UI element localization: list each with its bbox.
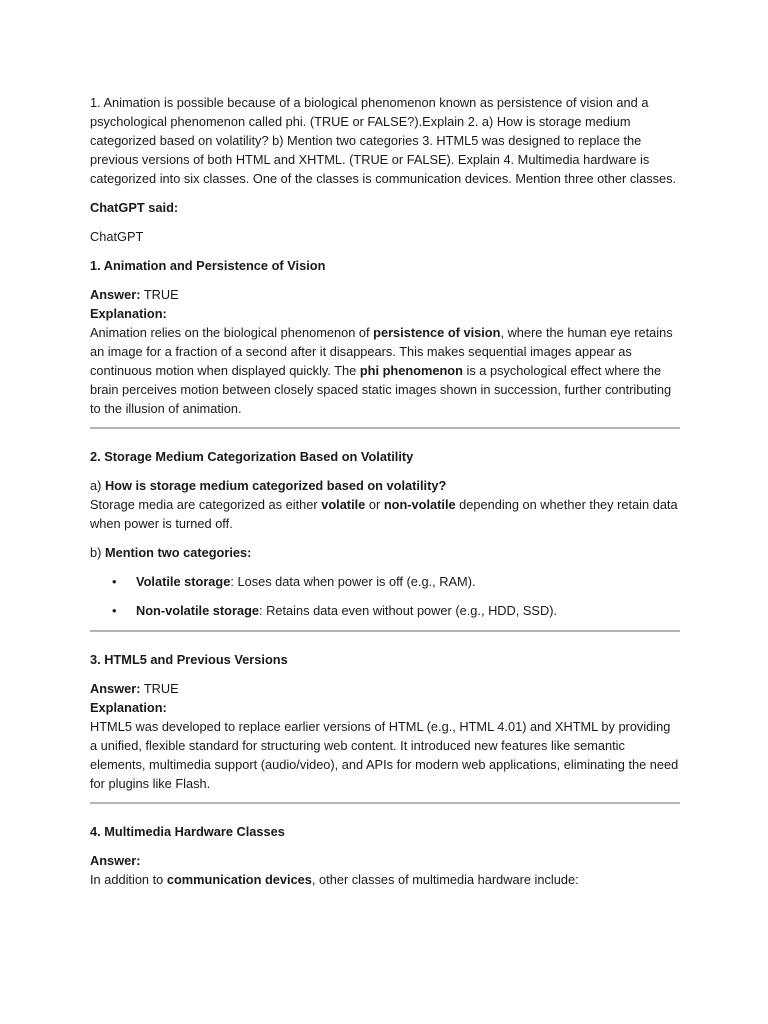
s1-text-3: is a psychological effect where the brain perceives motion between closely spaced static images shown in succession, further contributing to the illusion of animation. [90,363,672,416]
s2-a-bold: How is storage medium categorized based on volatility? [104,478,447,493]
section-3-answer [90,679,680,698]
section-1-answer [90,285,680,304]
s4-text-1: In addition to [90,872,167,887]
section-3-answer-label: Answer: [90,681,141,696]
s4-bold-1: communication devices [166,872,312,887]
s1-bold-1: persistence of vision [373,325,501,340]
question-text: 1. Animation is possible because of a biological phenomenon known as persistence of vision and a psychological phenomenon called phi. (TRUE or FALSE?).Explain 2. a) How is storage medium categorized based on volatility? b) Mention two categories 3. HTML5 was designed to replace the previous versions of both HTML and XHTML. (TRUE or FALSE). Explain 4. Multimedia hardware is categorized into six classes. One of the classes is communication devices. Mention three other classes. [90,95,677,186]
section-divider [90,802,680,804]
storage-categories-list [90,572,680,620]
section-2-part-a-question [90,476,680,495]
section-1-explanation [90,323,680,418]
section-3-explanation-label-text: Explanation: [90,700,167,715]
section-4-answer-label: Answer: [90,853,141,868]
section-1-heading-text: 1. Animation and Persistence of Vision [90,258,326,273]
list-item-desc: : Retains data even without power (e.g., HDD, SSD). [259,603,558,618]
bullet-icon: • [112,574,117,589]
section-4-answer [90,851,680,870]
s2-b-prefix: b) [90,545,105,560]
s1-text-1: Animation relies on the biological phenomenon of [90,325,374,340]
section-4-text [90,870,680,889]
list-item-term: Volatile storage [136,574,231,589]
s1-bold-2: phi phenomenon [359,363,463,378]
section-3-heading-text: 3. HTML5 and Previous Versions [90,652,288,667]
section-2-heading [90,447,680,466]
section-4-heading-text: 4. Multimedia Hardware Classes [90,824,285,839]
section-1-answer-label: Answer: [90,287,141,302]
section-3-explanation: HTML5 was developed to replace earlier versions of HTML (e.g., HTML 4.01) and XHTML by providing a unified, flexible standard for structuring web content. It introduced new features like semantic elements, multimedia support (audio/video), and APIs for modern web applications, eliminating the need for plugins like Flash. [90,719,679,791]
section-1-explanation-label-text: Explanation: [90,306,167,321]
s2-a-prefix: a) [90,478,105,493]
section-divider [90,427,680,429]
chatgpt-label: ChatGPT [90,229,144,244]
section-3-heading [90,650,680,669]
list-item [112,572,680,591]
section-4-heading [90,822,680,841]
s4-text-2: , other classes of multimedia hardware include: [311,872,579,887]
bullet-icon: • [112,603,117,618]
section-divider [90,630,680,632]
section-1-heading [90,256,680,275]
list-item-term: Non-volatile storage [136,603,260,618]
s1-text-2: , where the human eye retains an image for a fraction of a second after it disappears. This makes sequential images appear as continuous motion when displayed quickly. The [90,325,673,378]
section-1-answer-value: TRUE [140,287,179,302]
s2-a-text-2: or [365,497,384,512]
s2-a-bold-2: non-volatile [383,497,456,512]
s2-b-bold: Mention two categories: [104,545,252,560]
section-3-explanation-label [90,698,680,717]
s2-a-text-1: Storage media are categorized as either [90,497,322,512]
section-3-answer-value: TRUE [140,681,179,696]
chatgpt-said-label [90,198,680,217]
section-2-heading-text: 2. Storage Medium Categorization Based on Volatility [90,449,414,464]
section-2-part-a-answer [90,495,680,533]
list-item-desc: : Loses data when power is off (e.g., RAM). [230,574,476,589]
chatgpt-said-text: ChatGPT said: [90,200,179,215]
list-item [112,601,680,620]
section-1-explanation-label [90,304,680,323]
s2-a-bold-1: volatile [321,497,366,512]
section-2-part-b-question [90,543,680,562]
s2-a-text-3: depending on whether they retain data when power is turned off. [90,497,678,531]
